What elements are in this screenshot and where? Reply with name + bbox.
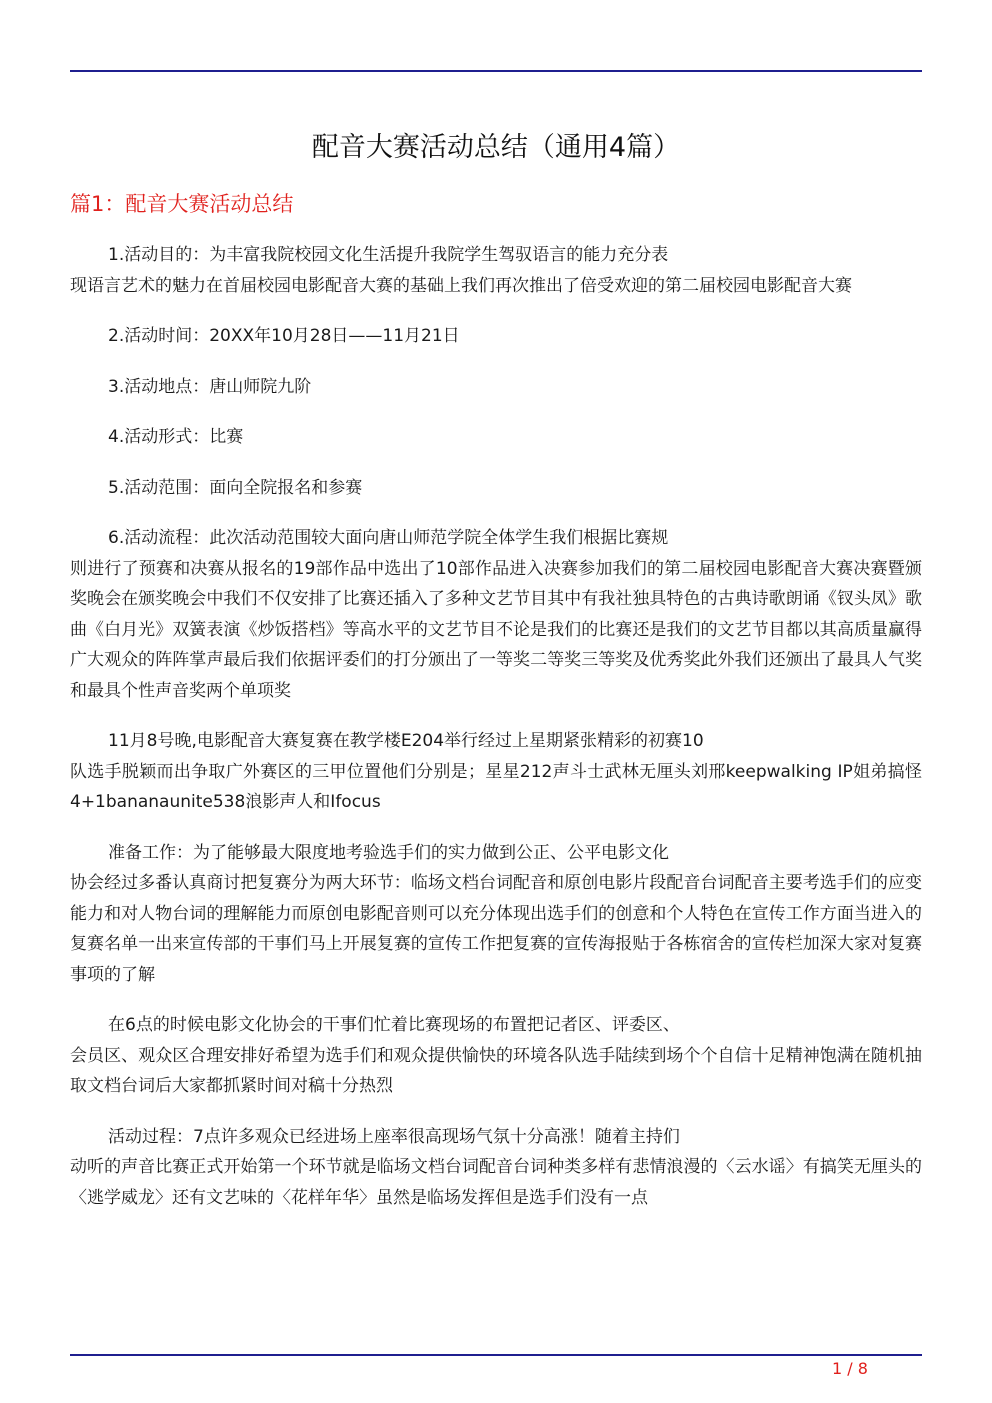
page-number: 1 / 8 bbox=[832, 1359, 868, 1378]
paragraph-first-line: 11月8号晚,电影配音大赛复赛在教学楼E204举行经过上星期紧张精彩的初赛10 bbox=[108, 731, 704, 751]
paragraph-first-line: 在6点的时候电影文化协会的干事们忙着比赛现场的布置把记者区、评委区、 bbox=[108, 1015, 680, 1035]
paragraph-first-line: 活动过程：7点许多观众已经进场上座率很高现场气氛十分高涨！随着主持们 bbox=[108, 1126, 680, 1147]
paragraph-time bbox=[70, 321, 922, 352]
paragraph-continuation: 会员区、观众区合理安排好希望为选手们和观众提供愉快的环境各队选手陆续到场个个自信十足精神饱满在随机抽取文档台词后大家都抓紧时间对稿十分热烈 bbox=[70, 1045, 922, 1096]
paragraph-first-line: 5.活动范围：面向全院报名和参赛 bbox=[108, 477, 363, 498]
footer-rule bbox=[70, 1354, 922, 1356]
document-title: 配音大赛活动总结（通用4篇） bbox=[311, 132, 681, 163]
paragraph-continuation: 队选手脱颖而出争取广外赛区的三甲位置他们分别是；星星212声斗士武林无厘头刘邢keepwalking IP姐弟搞怪4+1bananaunite538浪影声人和Ifocus bbox=[70, 761, 922, 812]
paragraph-location bbox=[70, 372, 922, 403]
paragraph-semifinal bbox=[70, 726, 922, 818]
paragraph-purpose bbox=[70, 240, 922, 301]
paragraph-preparation bbox=[70, 838, 922, 991]
document-body bbox=[70, 240, 922, 1233]
paragraph-continuation: 协会经过多番认真商讨把复赛分为两大环节：临场文档台词配音和原创电影片段配音台词配音主要考选手们的应变能力和对人物台词的理解能力而原创电影配音则可以充分体现出选手们的创意和个人特色在宣传工作方面当进入的复赛名单一出来宣传部的干事们马上开展复赛的宣传工作把复赛的宣传海报贴于各栋宿舍的宣传栏加深大家对复赛事项的了解 bbox=[70, 873, 922, 985]
paragraph-form bbox=[70, 422, 922, 453]
header-rule bbox=[70, 70, 922, 72]
paragraph-continuation: 动听的声音比赛正式开始第一个环节就是临场文档台词配音台词种类多样有悲情浪漫的〈云水谣〉有搞笑无厘头的〈逃学威龙〉还有文艺味的〈花样年华〉虽然是临场发挥但是选手们没有一点 bbox=[70, 1157, 922, 1208]
paragraph-first-line: 6.活动流程：此次活动范围较大面向唐山师范学院全体学生我们根据比赛规 bbox=[108, 528, 669, 548]
paragraph-continuation: 现语言艺术的魅力在首届校园电影配音大赛的基础上我们再次推出了倍受欢迎的第二届校园电影配音大赛 bbox=[70, 275, 852, 296]
paragraph-setup bbox=[70, 1010, 922, 1102]
paragraph-first-line: 1.活动目的：为丰富我院校园文化生活提升我院学生驾驭语言的能力充分表 bbox=[108, 245, 669, 265]
paragraph-scope bbox=[70, 473, 922, 504]
paragraph-first-line: 4.活动形式：比赛 bbox=[108, 427, 244, 447]
paragraph-continuation: 则进行了预赛和决赛从报名的19部作品中选出了10部作品进入决赛参加我们的第二届校园电影配音大赛决赛暨颁奖晚会在颁奖晚会中我们不仅安排了比赛还插入了多种文艺节目其中有我社独具特色的古典诗歌朗诵《钗头凤》歌曲《白月光》双簧表演《炒饭搭档》等高水平的文艺节目不论是我们的比赛还是我们的文艺节目都以其高质量赢得广大观众的阵阵掌声最后我们依据评委们的打分颁出了一等奖二等奖三等奖及优秀奖此外我们还颁出了最具人气奖和最具个性声音奖两个单项奖 bbox=[70, 558, 922, 701]
paragraph-first-line: 2.活动时间：20XX年10月28日——11月21日 bbox=[108, 326, 460, 346]
section-heading: 篇1：配音大赛活动总结 bbox=[70, 192, 294, 216]
paragraph-process bbox=[70, 523, 922, 706]
paragraph-first-line: 准备工作：为了能够最大限度地考验选手们的实力做到公正、公平电影文化 bbox=[108, 842, 669, 863]
paragraph-first-line: 3.活动地点：唐山师院九阶 bbox=[108, 376, 312, 397]
paragraph-activity-process bbox=[70, 1122, 922, 1214]
